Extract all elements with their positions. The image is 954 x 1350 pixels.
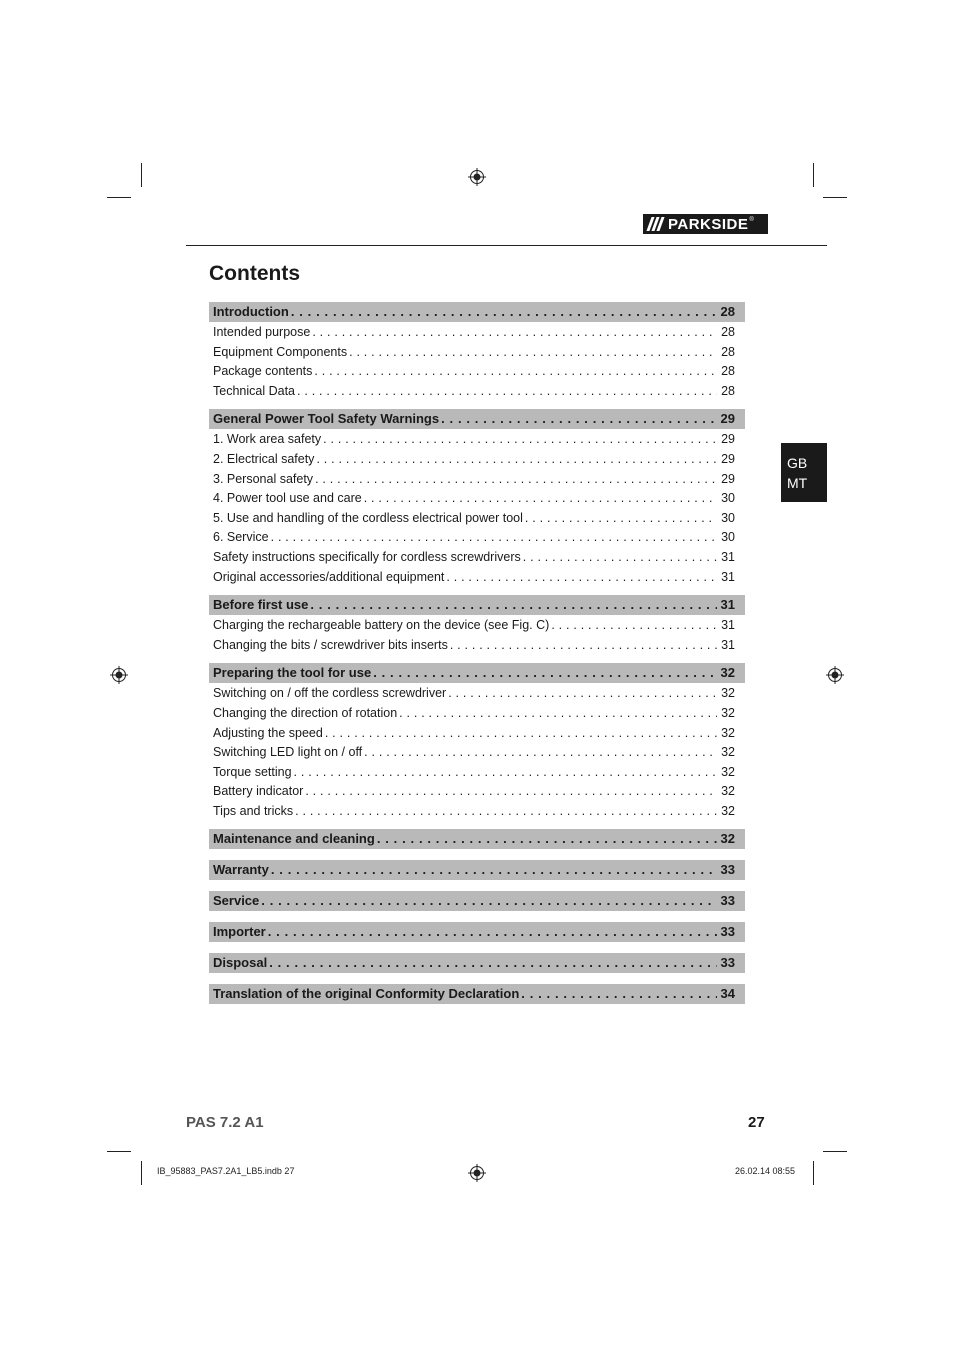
toc-section-heading[interactable] xyxy=(209,984,745,1004)
toc-entry-label: Package contents xyxy=(213,364,313,379)
toc-entry-label: Safety instructions specifically for cordless screwdrivers xyxy=(213,549,521,564)
toc-entry-page: 28 xyxy=(721,383,735,398)
toc-section-heading[interactable] xyxy=(209,302,745,322)
toc-entry[interactable] xyxy=(209,450,745,470)
toc-entry-page: 28 xyxy=(721,364,735,379)
toc-leader-dots xyxy=(525,509,717,529)
toc-entry-page: 32 xyxy=(721,745,735,760)
toc-entry-label: Charging the rechargeable battery on the device (see Fig. C) xyxy=(213,618,550,633)
toc-entry-label: 2. Electrical safety xyxy=(213,451,315,466)
toc-leader-dots xyxy=(297,382,717,402)
toc-entry[interactable] xyxy=(209,636,745,656)
toc-entry-label: Battery indicator xyxy=(213,784,304,799)
toc-entry-label: 3. Personal safety xyxy=(213,471,314,486)
toc-entry-page: 32 xyxy=(721,686,735,701)
toc-leader-dots xyxy=(261,891,716,911)
registration-mark-right xyxy=(826,666,844,684)
toc-section-heading[interactable] xyxy=(209,891,745,911)
toc-section-items xyxy=(209,322,745,409)
toc-section-heading[interactable] xyxy=(209,595,745,615)
toc-entry[interactable] xyxy=(209,568,745,588)
toc-entry-page: 32 xyxy=(721,784,735,799)
toc-heading-label: Translation of the original Conformity Declaration xyxy=(213,986,520,1002)
toc-entry[interactable] xyxy=(209,489,745,509)
toc-section-heading[interactable] xyxy=(209,409,745,429)
toc-leader-dots xyxy=(268,922,717,942)
toc-leader-dots xyxy=(441,409,716,429)
model-number: PAS 7.2 A1 xyxy=(186,1114,264,1131)
registration-mark-top xyxy=(468,168,486,186)
toc-entry[interactable] xyxy=(209,704,745,724)
toc-leader-dots xyxy=(295,802,717,822)
toc-entry-page: 28 xyxy=(721,325,735,339)
toc-heading-page: 33 xyxy=(720,955,735,971)
toc-entry-label: Technical Data xyxy=(213,383,295,398)
language-code-mt: MT xyxy=(787,475,808,491)
toc-heading-page: 33 xyxy=(720,924,735,940)
toc-entry[interactable] xyxy=(209,684,745,704)
toc-heading-page: 33 xyxy=(720,893,735,909)
toc-entry[interactable] xyxy=(209,343,745,363)
toc-entry[interactable] xyxy=(209,616,745,636)
toc-leader-dots xyxy=(521,984,716,1004)
toc-leader-dots xyxy=(551,616,717,636)
toc-leader-dots xyxy=(448,684,717,704)
toc-section-heading[interactable] xyxy=(209,829,745,849)
toc-leader-dots xyxy=(323,430,717,450)
language-code-gb: GB xyxy=(787,455,808,471)
toc-leader-dots xyxy=(377,829,717,849)
toc-heading-page: 32 xyxy=(720,831,735,847)
toc-leader-dots xyxy=(271,528,718,548)
toc-entry[interactable] xyxy=(209,382,745,402)
logo-wordmark: PARKSIDE xyxy=(668,215,749,233)
header-rule xyxy=(186,245,827,246)
print-slug-datetime: 26.02.14 08:55 xyxy=(735,1166,796,1176)
toc-leader-dots xyxy=(446,568,717,588)
toc-entry-label: Tips and tricks xyxy=(213,803,294,818)
toc-section-heading[interactable] xyxy=(209,663,745,683)
toc-entry-page: 29 xyxy=(721,451,735,466)
page-number: 27 xyxy=(748,1114,765,1131)
toc-section-heading[interactable] xyxy=(209,922,745,942)
crop-mark-top-right-v xyxy=(813,163,814,187)
toc-section-items xyxy=(209,429,745,595)
toc-entry[interactable] xyxy=(209,724,745,744)
toc-heading-page: 31 xyxy=(720,597,735,613)
toc-leader-dots xyxy=(325,724,717,744)
toc-heading-label: Preparing the tool for use xyxy=(213,665,372,681)
toc-entry-label: Torque setting xyxy=(213,764,292,779)
toc-leader-dots xyxy=(314,362,717,382)
crop-mark-bottom-left-v xyxy=(141,1161,142,1185)
toc-entry-page: 30 xyxy=(721,530,735,545)
crop-mark-bottom-right-v xyxy=(813,1161,814,1185)
toc-heading-label: Maintenance and cleaning xyxy=(213,831,375,847)
toc-entry-label: Switching LED light on / off xyxy=(213,745,363,760)
toc-entry-page: 31 xyxy=(721,637,735,652)
toc-leader-dots xyxy=(399,704,717,724)
toc-section-items xyxy=(209,615,745,663)
toc-entry-label: Original accessories/additional equipment xyxy=(213,569,445,584)
toc-entry-page: 32 xyxy=(721,764,735,779)
toc-entry-label: 4. Power tool use and care xyxy=(213,491,362,506)
toc-entry-label: 1. Work area safety xyxy=(213,432,322,447)
toc-entry[interactable] xyxy=(209,430,745,450)
toc-entry[interactable] xyxy=(209,528,745,548)
crop-mark-top-left-v xyxy=(141,163,142,187)
toc-section-heading[interactable] xyxy=(209,860,745,880)
toc-leader-dots xyxy=(364,489,717,509)
crop-mark-bottom-left-h xyxy=(107,1151,131,1152)
toc-heading-page: 29 xyxy=(720,411,735,427)
toc-leader-dots xyxy=(291,302,717,322)
registration-mark-left xyxy=(110,666,128,684)
toc-entry[interactable] xyxy=(209,743,745,763)
crop-mark-top-left-h xyxy=(107,197,131,198)
toc-leader-dots xyxy=(316,450,717,470)
toc-leader-dots xyxy=(373,663,716,683)
toc-heading-label: Introduction xyxy=(213,304,289,319)
crop-mark-bottom-right-h xyxy=(823,1151,847,1152)
toc-entry[interactable] xyxy=(209,548,745,568)
toc-entry-page: 31 xyxy=(721,569,735,584)
toc-leader-dots xyxy=(269,953,716,973)
toc-heading-label: Before first use xyxy=(213,597,309,613)
language-tab xyxy=(781,443,827,502)
toc-heading-page: 33 xyxy=(720,862,735,878)
toc-entry-page: 30 xyxy=(721,491,735,506)
toc-entry[interactable] xyxy=(209,323,745,343)
toc-leader-dots xyxy=(294,763,718,783)
table-of-contents xyxy=(209,302,745,1004)
toc-entry-label: Intended purpose xyxy=(213,325,311,339)
toc-entry-page: 32 xyxy=(721,803,735,818)
toc-leader-dots xyxy=(315,470,717,490)
toc-entry-page: 32 xyxy=(721,725,735,740)
toc-heading-label: Service xyxy=(213,893,260,909)
toc-entry[interactable] xyxy=(209,763,745,783)
toc-section-heading[interactable] xyxy=(209,953,745,973)
toc-entry[interactable] xyxy=(209,802,745,822)
toc-entry-page: 28 xyxy=(721,344,735,359)
logo-slashes-icon xyxy=(643,214,665,234)
crop-mark-top-right-h xyxy=(823,197,847,198)
toc-section-items xyxy=(209,683,745,829)
toc-entry-page: 32 xyxy=(721,705,735,720)
toc-heading-label: General Power Tool Safety Warnings xyxy=(213,411,440,427)
toc-entry[interactable] xyxy=(209,509,745,529)
toc-entry-label: Changing the direction of rotation xyxy=(213,705,398,720)
toc-heading-page: 32 xyxy=(720,665,735,681)
logo-registered-mark: ® xyxy=(749,217,754,223)
toc-entry-label: 6. Service xyxy=(213,530,269,545)
toc-entry-page: 30 xyxy=(721,510,735,525)
toc-entry-label: Adjusting the speed xyxy=(213,725,323,740)
toc-heading-label: Importer xyxy=(213,924,266,940)
toc-heading-label: Disposal xyxy=(213,955,268,971)
toc-entry-page: 29 xyxy=(721,471,735,486)
toc-entry[interactable] xyxy=(209,782,745,802)
parkside-logo xyxy=(643,214,768,234)
toc-entry-label: Equipment Components xyxy=(213,344,348,359)
print-slug-file: IB_95883_PAS7.2A1_LB5.indb 27 xyxy=(157,1166,295,1176)
toc-entry-label: Changing the bits / screwdriver bits inserts xyxy=(213,637,448,652)
toc-entry-page: 29 xyxy=(721,432,735,447)
toc-leader-dots xyxy=(312,323,717,343)
registration-mark-bottom xyxy=(468,1164,486,1182)
toc-leader-dots xyxy=(450,636,717,656)
toc-entry[interactable] xyxy=(209,470,745,490)
toc-heading-label: Warranty xyxy=(213,862,269,878)
toc-heading-page: 34 xyxy=(720,986,735,1002)
toc-entry-label: Switching on / off the cordless screwdriver xyxy=(213,686,447,701)
page-title: Contents xyxy=(209,262,300,285)
toc-leader-dots xyxy=(364,743,717,763)
toc-entry-label: 5. Use and handling of the cordless electrical power tool xyxy=(213,510,523,525)
toc-leader-dots xyxy=(523,548,717,568)
toc-entry-page: 31 xyxy=(721,549,735,564)
toc-leader-dots xyxy=(271,860,717,880)
toc-leader-dots xyxy=(310,595,716,615)
toc-entry[interactable] xyxy=(209,362,745,382)
toc-entry-page: 31 xyxy=(721,618,735,633)
toc-leader-dots xyxy=(349,343,717,363)
toc-leader-dots xyxy=(305,782,717,802)
toc-heading-page: 28 xyxy=(720,304,735,319)
